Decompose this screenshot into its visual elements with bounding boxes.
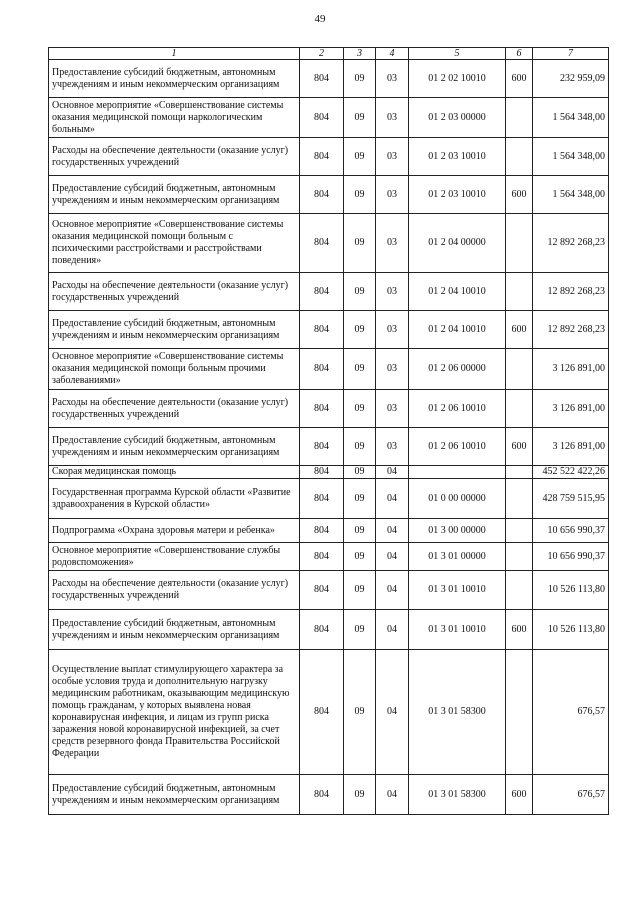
table-row — [49, 176, 609, 214]
cell-name: Предоставление субсидий бюджетным, автономным учреждениям и иным некоммерческим организациям — [49, 610, 300, 650]
cell-subsection: 04 — [376, 775, 409, 815]
table-row — [49, 390, 609, 428]
table-row — [49, 311, 609, 349]
table-row — [49, 479, 609, 519]
cell-grbs: 804 — [300, 214, 344, 273]
cell-amount: 3 126 891,00 — [533, 349, 609, 390]
table-row — [49, 610, 609, 650]
cell-section: 09 — [344, 273, 376, 311]
cell-subsection: 04 — [376, 650, 409, 775]
table-row — [49, 428, 609, 466]
cell-amount: 12 892 268,23 — [533, 273, 609, 311]
cell-expense-type: 600 — [506, 428, 533, 466]
cell-grbs: 804 — [300, 273, 344, 311]
cell-section: 09 — [344, 775, 376, 815]
table-row — [49, 349, 609, 390]
cell-section: 09 — [344, 428, 376, 466]
cell-expense-type — [506, 273, 533, 311]
cell-expense-type — [506, 349, 533, 390]
cell-grbs: 804 — [300, 60, 344, 98]
cell-target-article: 01 2 04 10010 — [409, 311, 506, 349]
table-row — [49, 273, 609, 311]
cell-name: Расходы на обеспечение деятельности (оказание услуг) государственных учреждений — [49, 138, 300, 176]
table-row — [49, 98, 609, 138]
cell-amount: 1 564 348,00 — [533, 138, 609, 176]
cell-target-article: 01 3 01 00000 — [409, 543, 506, 571]
header-col-4: 4 — [376, 48, 409, 60]
cell-name: Расходы на обеспечение деятельности (оказание услуг) государственных учреждений — [49, 390, 300, 428]
cell-amount: 10 526 113,80 — [533, 571, 609, 610]
header-col-1: 1 — [49, 48, 300, 60]
cell-subsection: 03 — [376, 98, 409, 138]
cell-grbs: 804 — [300, 311, 344, 349]
cell-subsection: 04 — [376, 466, 409, 479]
table-row — [49, 650, 609, 775]
cell-amount: 10 656 990,37 — [533, 543, 609, 571]
header-col-2: 2 — [300, 48, 344, 60]
cell-section: 09 — [344, 390, 376, 428]
cell-subsection: 04 — [376, 610, 409, 650]
budget-table — [48, 47, 609, 815]
cell-grbs: 804 — [300, 610, 344, 650]
cell-grbs: 804 — [300, 775, 344, 815]
cell-section: 09 — [344, 138, 376, 176]
cell-target-article — [409, 466, 506, 479]
cell-expense-type: 600 — [506, 775, 533, 815]
cell-expense-type — [506, 479, 533, 519]
cell-expense-type — [506, 650, 533, 775]
table-row — [49, 60, 609, 98]
cell-amount: 3 126 891,00 — [533, 390, 609, 428]
cell-target-article: 01 2 03 10010 — [409, 176, 506, 214]
table-row — [49, 466, 609, 479]
cell-expense-type — [506, 571, 533, 610]
cell-subsection: 03 — [376, 428, 409, 466]
cell-expense-type: 600 — [506, 311, 533, 349]
cell-target-article: 01 2 03 00000 — [409, 98, 506, 138]
cell-section: 09 — [344, 650, 376, 775]
cell-amount: 232 959,09 — [533, 60, 609, 98]
cell-subsection: 03 — [376, 60, 409, 98]
header-col-7: 7 — [533, 48, 609, 60]
cell-section: 09 — [344, 214, 376, 273]
cell-expense-type: 600 — [506, 610, 533, 650]
cell-name: Основное мероприятие «Совершенствование системы оказания медицинской помощи наркологическим больным» — [49, 98, 300, 138]
cell-section: 09 — [344, 610, 376, 650]
budget-table-body — [49, 48, 609, 815]
cell-amount: 452 522 422,26 — [533, 466, 609, 479]
cell-name: Предоставление субсидий бюджетным, автономным учреждениям и иным некоммерческим организациям — [49, 428, 300, 466]
cell-subsection: 04 — [376, 571, 409, 610]
cell-name: Основное мероприятие «Совершенствование службы родовспоможения» — [49, 543, 300, 571]
cell-expense-type — [506, 138, 533, 176]
cell-section: 09 — [344, 98, 376, 138]
table-row — [49, 138, 609, 176]
cell-amount: 1 564 348,00 — [533, 176, 609, 214]
cell-name: Подпрограмма «Охрана здоровья матери и ребенка» — [49, 519, 300, 543]
cell-name: Предоставление субсидий бюджетным, автономным учреждениям и иным некоммерческим организациям — [49, 311, 300, 349]
cell-section: 09 — [344, 479, 376, 519]
cell-section: 09 — [344, 60, 376, 98]
cell-amount: 676,57 — [533, 775, 609, 815]
cell-subsection: 04 — [376, 543, 409, 571]
cell-target-article: 01 3 01 10010 — [409, 610, 506, 650]
table-row — [49, 543, 609, 571]
cell-name: Расходы на обеспечение деятельности (оказание услуг) государственных учреждений — [49, 273, 300, 311]
cell-expense-type — [506, 519, 533, 543]
cell-subsection: 03 — [376, 311, 409, 349]
header-col-5: 5 — [409, 48, 506, 60]
cell-section: 09 — [344, 466, 376, 479]
cell-name: Расходы на обеспечение деятельности (оказание услуг) государственных учреждений — [49, 571, 300, 610]
cell-name: Основное мероприятие «Совершенствование системы оказания медицинской помощи больным прочими заболеваниями» — [49, 349, 300, 390]
cell-target-article: 01 2 04 10010 — [409, 273, 506, 311]
cell-section: 09 — [344, 519, 376, 543]
cell-expense-type: 600 — [506, 176, 533, 214]
cell-grbs: 804 — [300, 519, 344, 543]
cell-target-article: 01 2 03 10010 — [409, 138, 506, 176]
cell-amount: 1 564 348,00 — [533, 98, 609, 138]
cell-amount: 3 126 891,00 — [533, 428, 609, 466]
cell-expense-type — [506, 466, 533, 479]
header-row — [49, 48, 609, 60]
cell-target-article: 01 3 01 10010 — [409, 571, 506, 610]
cell-expense-type: 600 — [506, 60, 533, 98]
cell-subsection: 03 — [376, 176, 409, 214]
cell-amount: 10 526 113,80 — [533, 610, 609, 650]
table-row — [49, 214, 609, 273]
cell-target-article: 01 2 02 10010 — [409, 60, 506, 98]
cell-grbs: 804 — [300, 466, 344, 479]
cell-grbs: 804 — [300, 349, 344, 390]
cell-grbs: 804 — [300, 543, 344, 571]
cell-expense-type — [506, 543, 533, 571]
cell-subsection: 04 — [376, 519, 409, 543]
cell-name: Предоставление субсидий бюджетным, автономным учреждениям и иным некоммерческим организациям — [49, 60, 300, 98]
cell-target-article: 01 3 00 00000 — [409, 519, 506, 543]
cell-subsection: 03 — [376, 390, 409, 428]
cell-target-article: 01 2 06 00000 — [409, 349, 506, 390]
cell-amount: 10 656 990,37 — [533, 519, 609, 543]
cell-section: 09 — [344, 543, 376, 571]
table-row — [49, 519, 609, 543]
cell-name: Основное мероприятие «Совершенствование системы оказания медицинской помощи больным с психическими расстройствами и расстройствами поведения» — [49, 214, 300, 273]
cell-subsection: 03 — [376, 214, 409, 273]
cell-name: Предоставление субсидий бюджетным, автономным учреждениям и иным некоммерческим организациям — [49, 775, 300, 815]
table-row — [49, 775, 609, 815]
cell-subsection: 03 — [376, 273, 409, 311]
cell-name: Скорая медицинская помощь — [49, 466, 300, 479]
cell-subsection: 03 — [376, 349, 409, 390]
cell-amount: 676,57 — [533, 650, 609, 775]
cell-target-article: 01 3 01 58300 — [409, 775, 506, 815]
cell-expense-type — [506, 98, 533, 138]
cell-target-article: 01 2 04 00000 — [409, 214, 506, 273]
cell-section: 09 — [344, 311, 376, 349]
cell-expense-type — [506, 214, 533, 273]
cell-amount: 428 759 515,95 — [533, 479, 609, 519]
cell-grbs: 804 — [300, 176, 344, 214]
cell-grbs: 804 — [300, 138, 344, 176]
cell-target-article: 01 3 01 58300 — [409, 650, 506, 775]
cell-grbs: 804 — [300, 390, 344, 428]
cell-grbs: 804 — [300, 428, 344, 466]
cell-name: Государственная программа Курской области «Развитие здравоохранения в Курской области» — [49, 479, 300, 519]
cell-name: Осуществление выплат стимулирующего характера за особые условия труда и дополнительную нагрузку медицинским работникам, оказывающим медицинскую помощь гражданам, у которых выявлена новая коронавирусная инфекция, и лицам из групп риска заражения новой коронавирусной инфекцией, за счет средств резервного фонда Правительства Российской Федерации — [49, 650, 300, 775]
cell-section: 09 — [344, 176, 376, 214]
cell-section: 09 — [344, 349, 376, 390]
cell-grbs: 804 — [300, 479, 344, 519]
cell-expense-type — [506, 390, 533, 428]
cell-section: 09 — [344, 571, 376, 610]
cell-amount: 12 892 268,23 — [533, 311, 609, 349]
cell-grbs: 804 — [300, 650, 344, 775]
cell-amount: 12 892 268,23 — [533, 214, 609, 273]
table-row — [49, 571, 609, 610]
cell-target-article: 01 0 00 00000 — [409, 479, 506, 519]
cell-subsection: 03 — [376, 138, 409, 176]
header-col-6: 6 — [506, 48, 533, 60]
header-col-3: 3 — [344, 48, 376, 60]
cell-grbs: 804 — [300, 98, 344, 138]
cell-subsection: 04 — [376, 479, 409, 519]
cell-name: Предоставление субсидий бюджетным, автономным учреждениям и иным некоммерческим организациям — [49, 176, 300, 214]
cell-target-article: 01 2 06 10010 — [409, 428, 506, 466]
cell-target-article: 01 2 06 10010 — [409, 390, 506, 428]
cell-grbs: 804 — [300, 571, 344, 610]
page-number: 49 — [314, 13, 326, 25]
